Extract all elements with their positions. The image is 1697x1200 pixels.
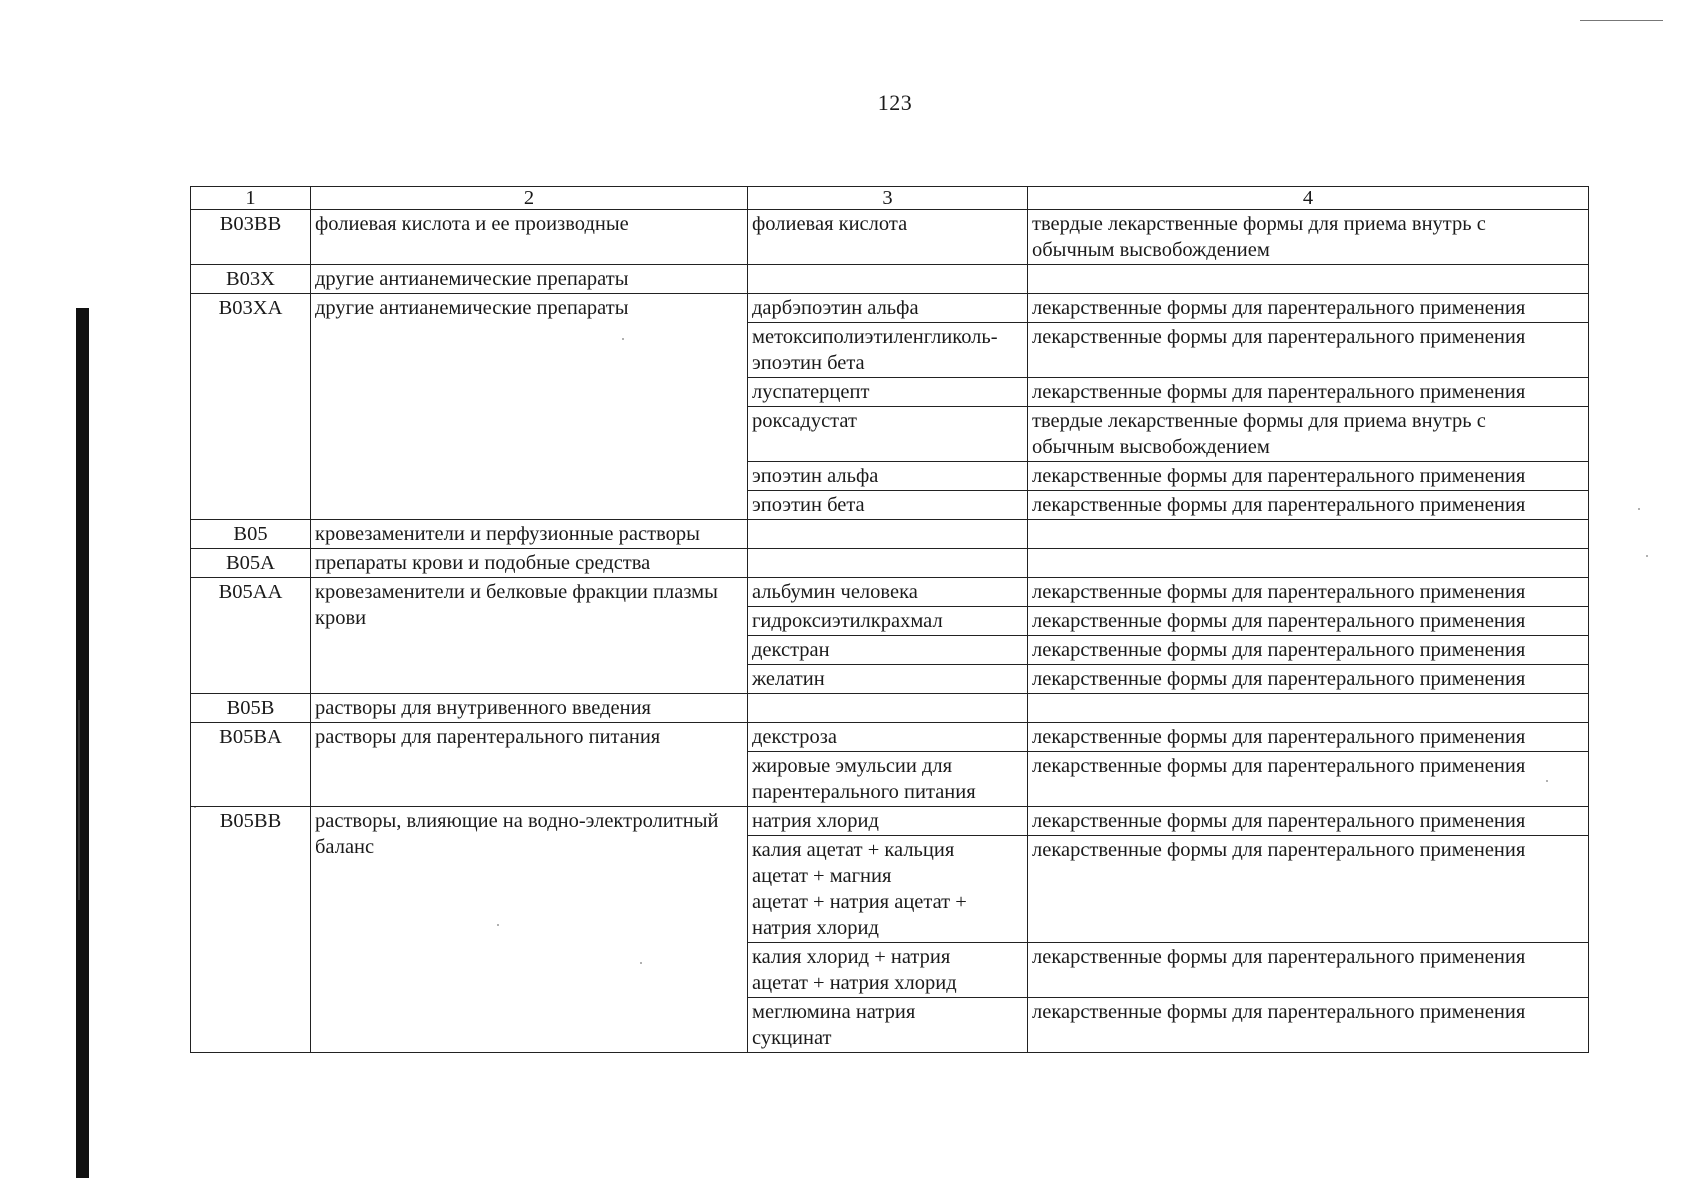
drug-name-line: эпоэтин бета [752, 494, 865, 516]
dosage-form-cell [1028, 294, 1589, 323]
atc-code-cell: B05B [191, 694, 311, 723]
column-number-3: 3 [748, 187, 1028, 210]
table-row [191, 578, 1589, 607]
corner-scan-line [1580, 20, 1663, 21]
dosage-form-cell [1028, 694, 1589, 723]
dosage-form-line: лекарственные формы для парентерального применения [1032, 1001, 1526, 1023]
anatomical-therapeutic-group-cell: препараты крови и подобные средства [311, 549, 748, 578]
drug-name-line: гидроксиэтилкрахмал [752, 610, 943, 632]
dosage-form-line: лекарственные формы для парентерального применения [1032, 726, 1526, 748]
table-body [191, 187, 1589, 1053]
scan-speck [1646, 555, 1648, 557]
drug-name-cell [748, 407, 1028, 462]
dosage-form-cell [1028, 665, 1589, 694]
dosage-form-line: лекарственные формы для парентерального применения [1032, 326, 1526, 348]
drug-name-cell [748, 807, 1028, 836]
drug-name-line: эпоэтин бета [752, 352, 865, 374]
drug-name-line: метоксиполиэтиленгликоль- [752, 326, 998, 348]
anatomical-therapeutic-group-cell: кровезаменители и белковые фракции плазмы крови [311, 578, 748, 694]
drug-name-cell [748, 462, 1028, 491]
table-row [191, 694, 1589, 723]
column-number-2: 2 [311, 187, 748, 210]
dosage-form-cell [1028, 807, 1589, 836]
drug-name-line: декстроза [752, 726, 837, 748]
atc-code-cell: B05BB [191, 807, 311, 1053]
dosage-form-line: лекарственные формы для парентерального применения [1032, 946, 1526, 968]
page-number: 123 [877, 90, 913, 115]
dosage-form-line: лекарственные формы для парентерального применения [1032, 494, 1526, 516]
drug-name-line: альбумин человека [752, 581, 918, 603]
drug-name-line: луспатерцепт [752, 381, 870, 403]
drug-name-line: эпоэтин альфа [752, 465, 879, 487]
table-row [191, 520, 1589, 549]
anatomical-therapeutic-group-cell: растворы для внутривенного введения [311, 694, 748, 723]
drug-name-cell [748, 323, 1028, 378]
drug-name-line: сукцинат [752, 1027, 832, 1049]
dosage-form-line: лекарственные формы для парентерального применения [1032, 810, 1526, 832]
drug-name-cell [748, 378, 1028, 407]
dosage-form-line [1032, 521, 1584, 547]
dosage-form-cell [1028, 943, 1589, 998]
drug-name-line: декстран [752, 639, 830, 661]
dosage-form-line: обычным высвобождением [1032, 239, 1270, 261]
dosage-form-cell [1028, 323, 1589, 378]
scan-speck [1638, 508, 1640, 510]
atc-code-cell: B05BA [191, 723, 311, 807]
drug-name-cell [748, 752, 1028, 807]
dosage-form-cell [1028, 636, 1589, 665]
drug-name-cell [748, 836, 1028, 943]
dosage-form-line: лекарственные формы для парентерального применения [1032, 381, 1526, 403]
drug-name-cell [748, 636, 1028, 665]
drug-name-line: натрия хлорид [752, 810, 879, 832]
dosage-form-line [1032, 695, 1584, 721]
drug-name-line: роксадустат [752, 410, 857, 432]
table-row [191, 723, 1589, 752]
drug-name-cell [748, 723, 1028, 752]
dosage-form-cell [1028, 491, 1589, 520]
atc-code-cell: B03X [191, 265, 311, 294]
dosage-form-line: лекарственные формы для парентерального применения [1032, 297, 1526, 319]
dosage-form-cell [1028, 210, 1589, 265]
table-row [191, 549, 1589, 578]
dosage-form-cell [1028, 520, 1589, 549]
dosage-form-line: обычным высвобождением [1032, 436, 1270, 458]
drug-name-cell [748, 694, 1028, 723]
drug-name-cell [748, 491, 1028, 520]
table-row [191, 807, 1589, 836]
drug-name-line [752, 266, 1023, 292]
dosage-form-line [1032, 550, 1584, 576]
dosage-form-line: лекарственные формы для парентерального применения [1032, 465, 1526, 487]
drug-name-line [752, 550, 1023, 576]
drug-name-line: меглюмина натрия [752, 1001, 916, 1023]
drug-name-line: натрия хлорид [752, 917, 879, 939]
drug-name-line [752, 695, 1023, 721]
anatomical-therapeutic-group-cell: кровезаменители и перфузионные растворы [311, 520, 748, 549]
dosage-form-cell [1028, 462, 1589, 491]
drug-name-cell [748, 665, 1028, 694]
dosage-form-line: лекарственные формы для парентерального применения [1032, 610, 1526, 632]
dosage-form-line: лекарственные формы для парентерального применения [1032, 755, 1526, 777]
drug-name-cell [748, 210, 1028, 265]
dosage-form-cell [1028, 836, 1589, 943]
drug-name-line: калия ацетат + кальция [752, 839, 955, 861]
table-row [191, 210, 1589, 265]
drug-name-line: ацетат + магния [752, 865, 892, 887]
drug-name-cell [748, 265, 1028, 294]
anatomical-therapeutic-group-cell: фолиевая кислота и ее производные [311, 210, 748, 265]
dosage-form-cell [1028, 549, 1589, 578]
dosage-form-cell [1028, 723, 1589, 752]
dosage-form-line: твердые лекарственные формы для приема внутрь с [1032, 213, 1486, 235]
anatomical-therapeutic-group-cell: другие антианемические препараты [311, 294, 748, 520]
drug-classification-table [190, 186, 1589, 1053]
dosage-form-cell [1028, 607, 1589, 636]
dosage-form-cell [1028, 378, 1589, 407]
drug-name-cell [748, 294, 1028, 323]
drug-name-line [752, 521, 1023, 547]
column-number-4: 4 [1028, 187, 1589, 210]
dosage-form-line [1032, 266, 1584, 292]
dosage-form-line: лекарственные формы для парентерального применения [1032, 839, 1526, 861]
dosage-form-cell [1028, 578, 1589, 607]
drug-name-cell [748, 520, 1028, 549]
drug-name-cell [748, 607, 1028, 636]
anatomical-therapeutic-group-cell: другие антианемические препараты [311, 265, 748, 294]
dosage-form-line: твердые лекарственные формы для приема внутрь с [1032, 410, 1486, 432]
drug-name-line: фолиевая кислота [752, 213, 908, 235]
anatomical-therapeutic-group-cell: растворы для парентерального питания [311, 723, 748, 807]
drug-name-line: калия хлорид + натрия [752, 946, 951, 968]
atc-code-cell: B03BB [191, 210, 311, 265]
atc-code-cell: B05 [191, 520, 311, 549]
atc-code-cell: B05A [191, 549, 311, 578]
drug-name-cell [748, 998, 1028, 1053]
scan-binding-shadow-inner [78, 700, 80, 900]
drug-name-cell [748, 549, 1028, 578]
dosage-form-line: лекарственные формы для парентерального применения [1032, 581, 1526, 603]
dosage-form-cell [1028, 752, 1589, 807]
dosage-form-line: лекарственные формы для парентерального применения [1032, 668, 1526, 690]
dosage-form-cell [1028, 407, 1589, 462]
dosage-form-line: лекарственные формы для парентерального применения [1032, 639, 1526, 661]
column-number-1: 1 [191, 187, 311, 210]
dosage-form-cell [1028, 998, 1589, 1053]
dosage-form-cell [1028, 265, 1589, 294]
column-number-row [191, 187, 1589, 210]
drug-name-cell [748, 943, 1028, 998]
drug-name-line: дарбэпоэтин альфа [752, 297, 919, 319]
drug-name-line: ацетат + натрия ацетат + [752, 891, 967, 913]
drug-name-line: парентерального питания [752, 781, 976, 803]
drug-name-cell [748, 578, 1028, 607]
table-row [191, 294, 1589, 323]
drug-name-line: жировые эмульсии для [752, 755, 953, 777]
atc-code-cell: B05AA [191, 578, 311, 694]
anatomical-therapeutic-group-cell: растворы, влияющие на водно-электролитный баланс [311, 807, 748, 1053]
drug-name-line: желатин [752, 668, 825, 690]
atc-code-cell: B03XA [191, 294, 311, 520]
drug-name-line: ацетат + натрия хлорид [752, 972, 957, 994]
table-row [191, 265, 1589, 294]
